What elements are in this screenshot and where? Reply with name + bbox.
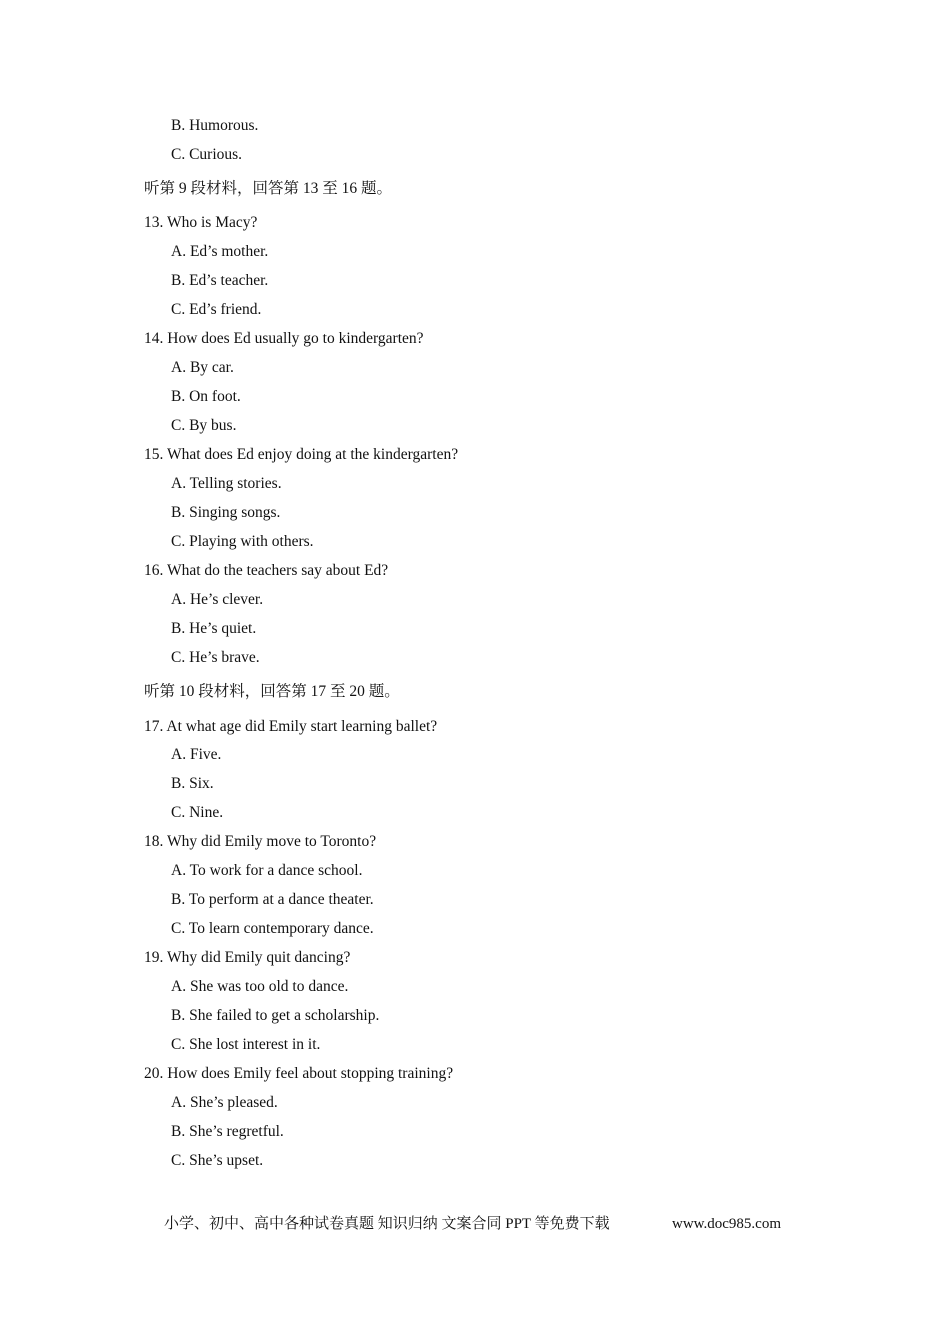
option-14a: A. By car. <box>171 359 234 376</box>
question-13: 13. Who is Macy? <box>144 214 258 231</box>
section-10-instruction: 听第 10 段材料，回答第 17 至 20 题。 <box>144 683 400 700</box>
option-19b: B. She failed to get a scholarship. <box>171 1007 380 1024</box>
option-19c: C. She lost interest in it. <box>171 1036 321 1053</box>
option-16a: A. He’s clever. <box>171 591 264 608</box>
option-18c: C. To learn contemporary dance. <box>171 920 374 937</box>
option-14c: C. By bus. <box>171 417 237 434</box>
question-16: 16. What do the teachers say about Ed? <box>144 562 389 579</box>
section-9-instruction: 听第 9 段材料，回答第 13 至 16 题。 <box>144 180 393 197</box>
option-15b: B. Singing songs. <box>171 504 281 521</box>
option-20c: C. She’s upset. <box>171 1152 264 1169</box>
question-20: 20. How does Emily feel about stopping training? <box>144 1065 454 1082</box>
option-20a: A. She’s pleased. <box>171 1094 278 1111</box>
option-19a: A. She was too old to dance. <box>171 978 349 995</box>
question-19: 19. Why did Emily quit dancing? <box>144 949 351 966</box>
footer-site-link[interactable]: www.doc985.com <box>672 1216 782 1232</box>
option-16b: B. He’s quiet. <box>171 620 257 637</box>
question-18: 18. Why did Emily move to Toronto? <box>144 833 377 850</box>
question-15: 15. What does Ed enjoy doing at the kindergarten? <box>144 446 459 463</box>
option-16c: C. He’s brave. <box>171 649 260 666</box>
option-12b: B. Humorous. <box>171 117 259 134</box>
option-18a: A. To work for a dance school. <box>171 862 363 879</box>
question-14: 14. How does Ed usually go to kindergarten? <box>144 330 424 347</box>
option-14b: B. On foot. <box>171 388 241 405</box>
option-17b: B. Six. <box>171 775 214 792</box>
option-17a: A. Five. <box>171 746 222 763</box>
option-13c: C. Ed’s friend. <box>171 301 262 318</box>
option-15a: A. Telling stories. <box>171 475 282 492</box>
option-13a: A. Ed’s mother. <box>171 243 269 260</box>
option-18b: B. To perform at a dance theater. <box>171 891 374 908</box>
option-20b: B. She’s regretful. <box>171 1123 284 1140</box>
option-12c: C. Curious. <box>171 146 243 163</box>
option-13b: B. Ed’s teacher. <box>171 272 269 289</box>
question-17: 17. At what age did Emily start learning ballet? <box>144 718 438 735</box>
page-footer <box>164 1214 794 1234</box>
option-17c: C. Nine. <box>171 804 224 821</box>
option-15c: C. Playing with others. <box>171 533 314 550</box>
footer-text: 小学、初中、高中各种试卷真题 知识归纳 文案合同 PPT 等免费下载 <box>164 1216 610 1232</box>
